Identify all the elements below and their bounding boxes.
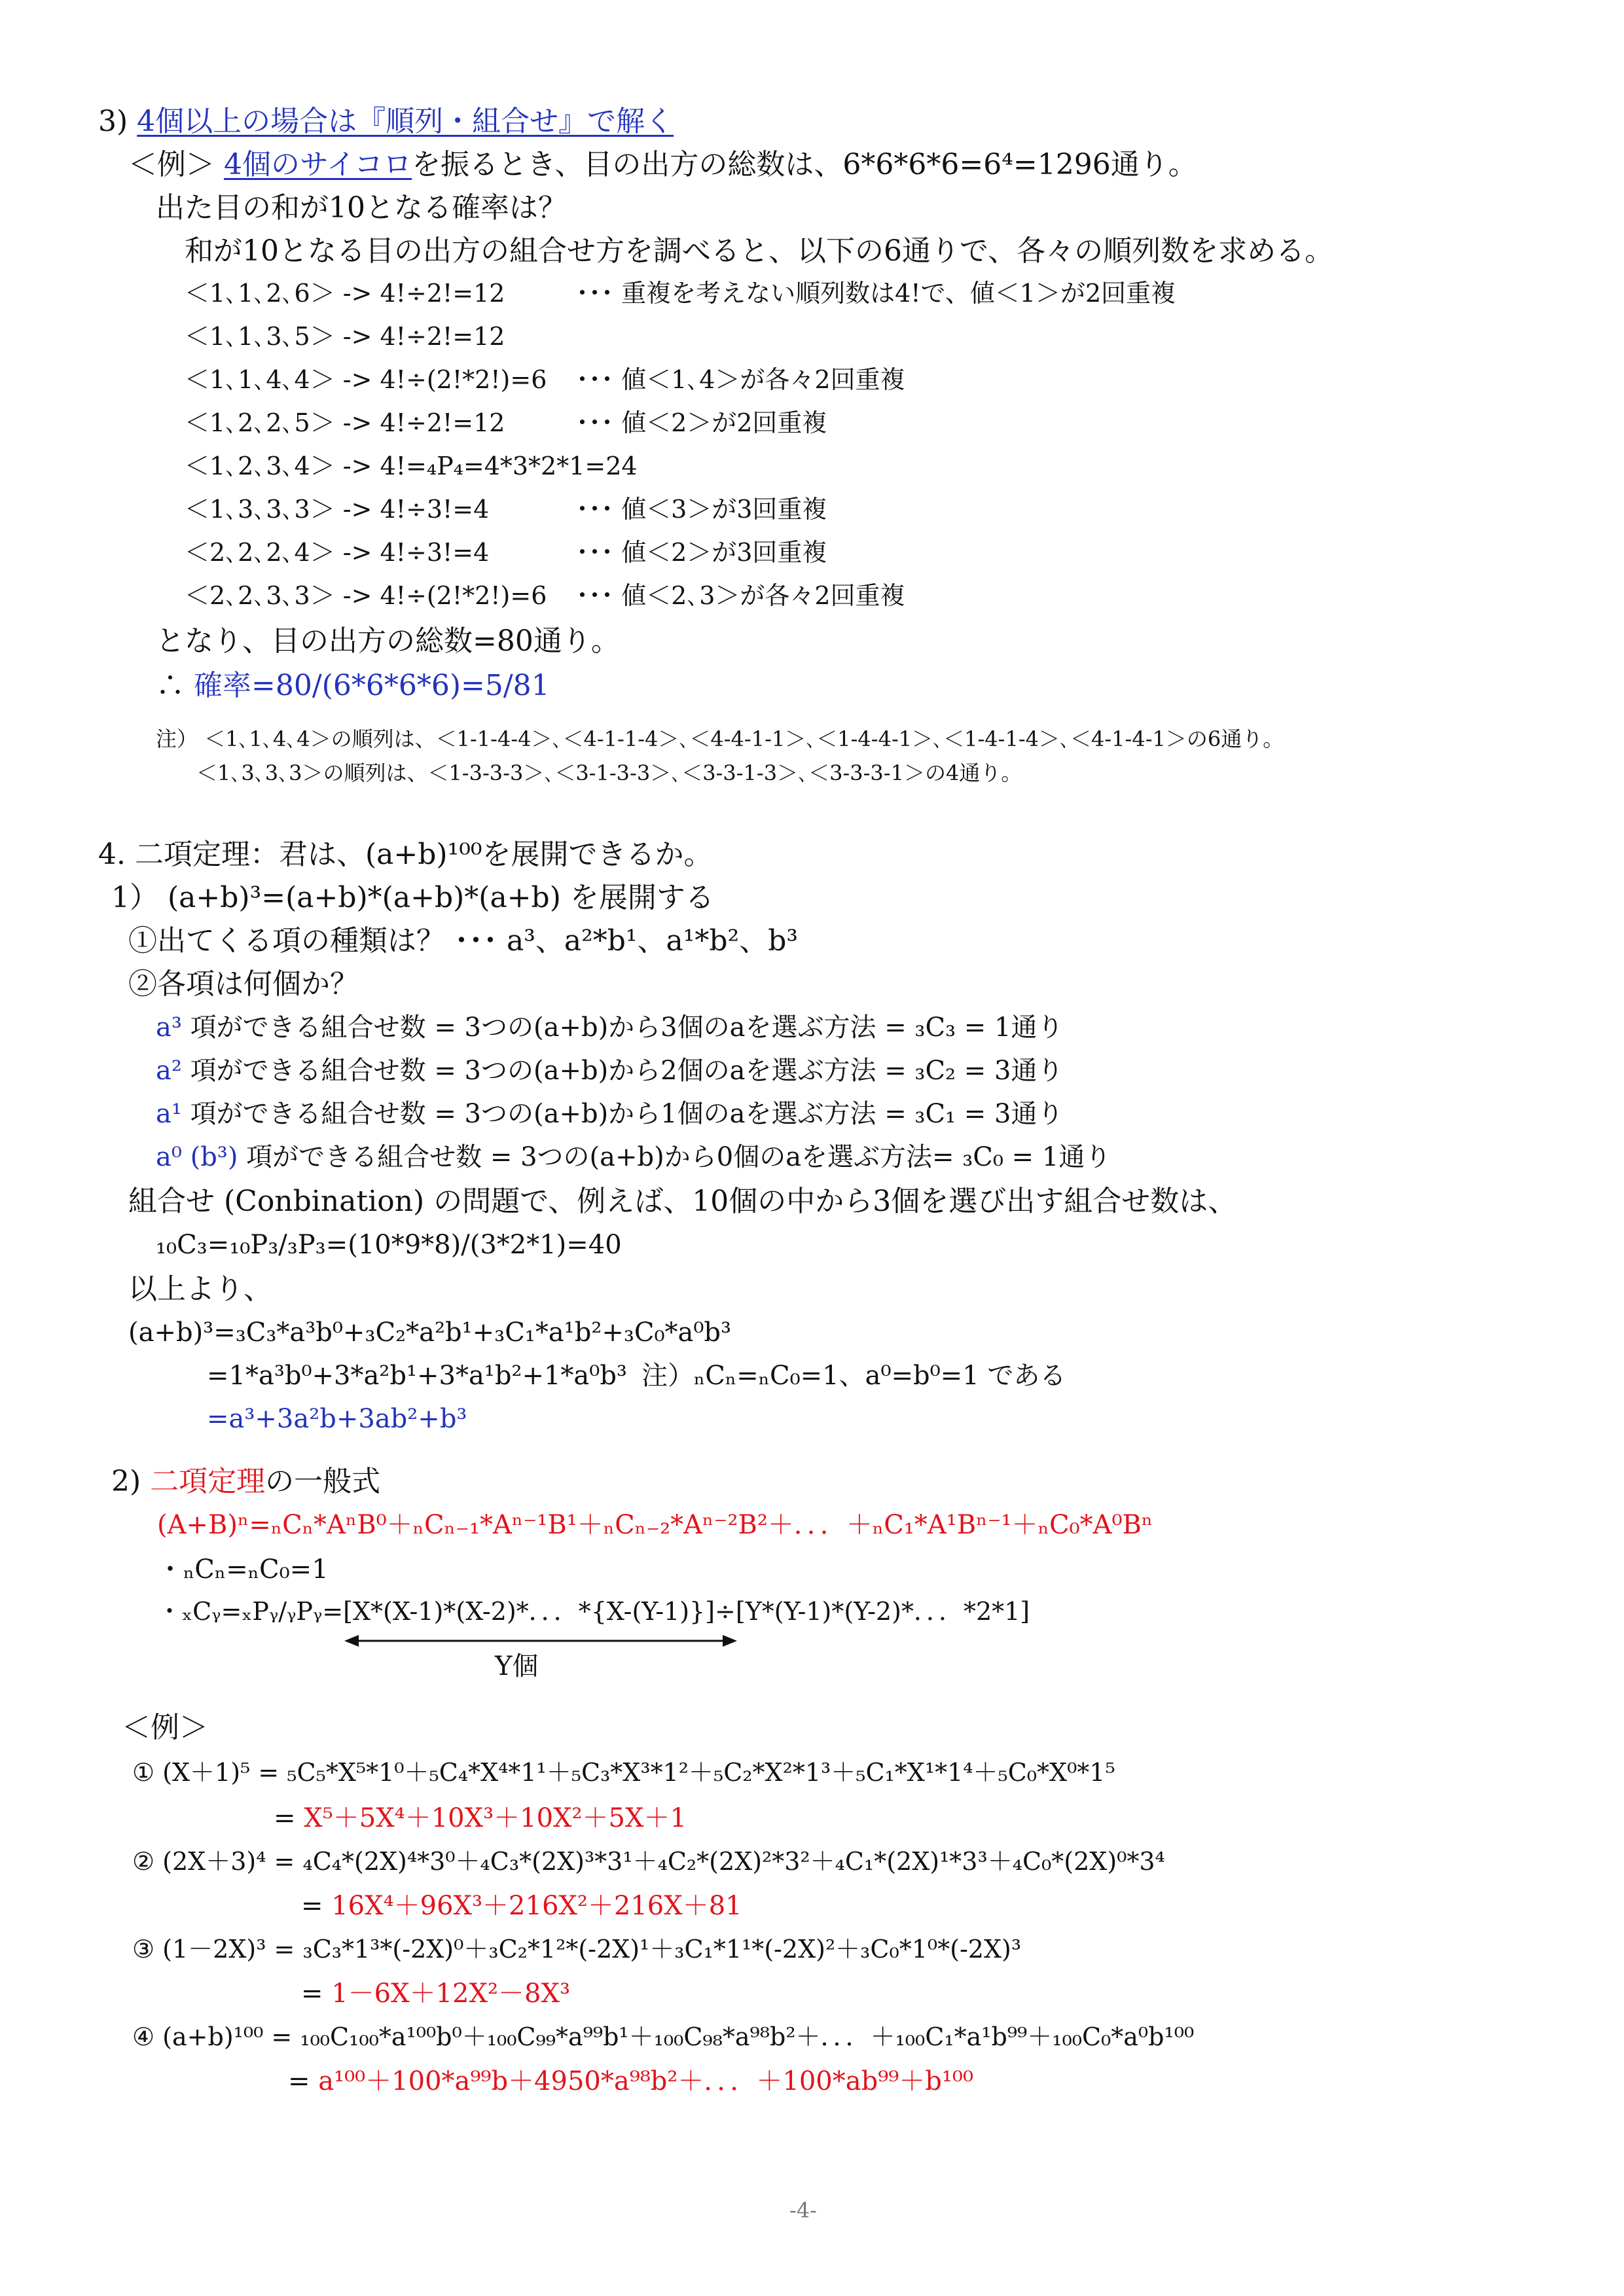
general-formula: (A+B)ⁿ=ₙCₙ*AⁿB⁰＋ₙCₙ₋₁*Aⁿ⁻¹B¹＋ₙCₙ₋₂*Aⁿ⁻²B²＋．．．＋ₙC₁*A¹Bⁿ⁻¹＋ₙC₀*A⁰Bⁿ [157, 1510, 1153, 1540]
combo-row [185, 280, 505, 308]
term-label: a¹ [156, 1099, 182, 1129]
example-rest: を振るとき、目の出方の総数は、6*6*6*6=6⁴=1296通り。 [412, 148, 1197, 181]
combination-line: 組合せ (Conbination) の問題で、例えば、10個の中から3個を選び出す組合せ数は、 [128, 1185, 1237, 1218]
combo-note: ･･･ 重複を考えない順列数は4!で、値＜1＞が2回重複 [576, 279, 1176, 308]
example-result [274, 1804, 687, 1833]
examples-title: ＜例＞ [122, 1711, 208, 1744]
probability-answer: 確率=80/(6*6*6*6)=5/81 [194, 669, 550, 702]
question-line: 出た目の和が10となる確率は？ [156, 191, 567, 224]
equals-sign: = [274, 1803, 296, 1833]
equals-sign: = [301, 1891, 323, 1921]
example-row [132, 1848, 1165, 1876]
combo-expr: ＜1､2､2､5＞ -> 4!÷2!=12 [185, 408, 505, 437]
intro-line: 和が10となる目の出方の組合せ方を調べると、以下の6通りで、各々の順列数を求める。 [185, 234, 1334, 268]
term-line [156, 1143, 1111, 1172]
answer-line [156, 670, 550, 702]
example-prefix: ＜例＞ [128, 148, 215, 181]
example-lhs: (X＋1)⁵ = ₅C₅*X⁵*1⁰＋₅C₄*X⁴*1¹＋₅C₃*X³*1²＋₅C₂*X²*1³＋₅C₁*X¹*1⁴＋₅C₀*X⁰*1⁵ [162, 1758, 1115, 1787]
term-label: a² [156, 1056, 182, 1086]
example-number: ③ [132, 1935, 155, 1964]
sub2-rest: の一般式 [265, 1465, 381, 1498]
example-number: ② [132, 1847, 155, 1876]
example-rhs: 1－6X＋12X²－8X³ [331, 1979, 570, 2009]
note-line-2: ＜1､3､3､3＞の順列は、＜1-3-3-3＞､＜3-1-3-3＞､＜3-3-1-3＞､＜3-3-3-1＞の4通り。 [196, 761, 1022, 785]
sub1-heading: 1） (a+b)³=(a+b)*(a+b)*(a+b) を展開する [111, 881, 714, 914]
combo-note: ･･･ 値＜2＞が2回重複 [576, 408, 827, 437]
sub2-red-term: 二項定理 [150, 1465, 266, 1498]
combo-expr: ＜1､1､4､4＞ -> 4!÷(2!*2!)=6 [185, 365, 547, 394]
term-label: a³ [156, 1013, 182, 1043]
combo-note: ･･･ 値＜2＞が3回重複 [576, 538, 827, 567]
y-span-arrow [344, 1631, 737, 1651]
example-rhs: X⁵＋5X⁴＋10X³＋10X²＋5X＋1 [304, 1803, 687, 1833]
term-label: a⁰ (b³) [156, 1142, 238, 1172]
equals-sign: = [301, 1979, 323, 2009]
sub2-heading [111, 1466, 380, 1498]
section4-title: 4. 二項定理：君は、(a+b)¹⁰⁰を展開できるか。 [98, 838, 713, 871]
expansion-result: =a³+3a²b+3ab²+b³ [207, 1404, 467, 1434]
bullet-2: ・ₓCᵧ=ₓPᵧ/ᵧPᵧ=[X*(X-1)*(X-2)*．．．*{X-(Y-1)}]÷[Y*(Y-1)*(Y-2)*．．．*2*1] [157, 1597, 1030, 1626]
combo-expr: ＜1､2､3､4＞ -> 4!=₄P₄=4*3*2*1=24 [185, 452, 638, 480]
term-text: 項ができる組合せ数 = 3つの(a+b)から3個のaを選ぶ方法 = ₃C₃ = 1通り [181, 1013, 1064, 1043]
note-label: 注） [156, 726, 198, 751]
expansion-line-2: =1*a³b⁰+3*a²b¹+3*a¹b²+1*a⁰b³ [207, 1361, 627, 1391]
combo-expr: ＜2､2､3､3＞ -> 4!÷(2!*2!)=6 [185, 581, 547, 610]
combo-expr: ＜2､2､2､4＞ -> 4!÷3!=4 [185, 538, 490, 567]
section3-heading [98, 106, 674, 137]
term-line [156, 1100, 1064, 1128]
combo-row [185, 410, 505, 437]
example-number: ④ [132, 2022, 155, 2051]
combo-expr: ＜1､1､3､5＞ -> 4!÷2!=12 [185, 322, 505, 351]
question-2: ②各項は何個か？ [128, 967, 359, 1001]
combo-row [185, 583, 547, 610]
example-rhs: a¹⁰⁰＋100*a⁹⁹b＋4950*a⁹⁸b²＋．．．＋100*ab⁹⁹＋b¹⁰⁰ [318, 2066, 973, 2096]
example-result [288, 2067, 973, 2096]
example-lhs: (a+b)¹⁰⁰ = ₁₀₀C₁₀₀*a¹⁰⁰b⁰＋₁₀₀C₉₉*a⁹⁹b¹＋₁₀₀C₉₈*a⁹⁸b²＋．．．＋₁₀₀C₁*a¹b⁹⁹＋₁₀₀C₀*a⁰b¹⁰⁰ [162, 2022, 1195, 2051]
conclusion-label: 以上より、 [128, 1272, 272, 1306]
example-result [301, 1979, 570, 2008]
term-text: 項ができる組合せ数 = 3つの(a+b)から1個のaを選ぶ方法 = ₃C₁ = 3通り [181, 1099, 1064, 1129]
example-row [132, 1759, 1115, 1787]
total-line: となり、目の出方の総数=80通り。 [156, 624, 620, 658]
combination-formula: ₁₀C₃=₁₀P₃/₃P₃=(10*9*8)/(3*2*1)=40 [156, 1230, 622, 1260]
combo-row [185, 453, 638, 480]
example-intro [128, 149, 1197, 181]
note-line-1 [156, 728, 1284, 751]
term-line [156, 1056, 1064, 1085]
section3-number: 3) [98, 105, 128, 138]
sub2-number: 2) [111, 1465, 141, 1498]
example-number: ① [132, 1758, 155, 1787]
example-row [132, 1936, 1021, 1964]
combo-row [185, 367, 547, 394]
page-number: -4- [789, 2198, 817, 2223]
combo-note: ･･･ 値＜1､4＞が各々2回重複 [576, 365, 905, 394]
expansion-line-1: (a+b)³=₃C₃*a³b⁰+₃C₂*a²b¹+₃C₁*a¹b²+₃C₀*a⁰b³ [128, 1318, 732, 1348]
question-1: ①出てくる項の種類は？ ･･･ a³、a²*b¹、a¹*b²、b³ [128, 924, 798, 958]
example-result [301, 1892, 742, 1920]
dice-link[interactable]: 4個のサイコロ [224, 148, 412, 181]
note-text-1: ＜1､1､4､4＞の順列は、＜1-1-4-4＞､＜4-1-1-4＞､＜4-4-1-1＞､＜1-4-4-1＞､＜1-4-1-4＞､＜4-1-4-1＞の6通り。 [204, 726, 1284, 751]
combo-row [185, 323, 505, 351]
example-rhs: 16X⁴＋96X³＋216X²＋216X＋81 [331, 1891, 742, 1921]
combo-expr: ＜1､1､2､6＞ -> 4!÷2!=12 [185, 279, 505, 308]
section3-title-link[interactable]: 4個以上の場合は『順列・組合せ』で解く [137, 105, 674, 138]
bullet-1: ・ₙCₙ=ₙC₀=1 [157, 1554, 329, 1585]
arrow-label: Y個 [495, 1651, 539, 1681]
term-text: 項ができる組合せ数 = 3つの(a+b)から2個のaを選ぶ方法 = ₃C₂ = 3通り [181, 1056, 1064, 1086]
term-line [156, 1013, 1064, 1042]
term-text: 項ができる組合せ数 = 3つの(a+b)から0個のaを選ぶ方法= ₃C₀ = 1通り [238, 1142, 1111, 1172]
expansion-note: 注）ₙCₙ=ₙC₀=1、a⁰=b⁰=1 である [641, 1361, 1066, 1391]
combo-expr: ＜1､3､3､3＞ -> 4!÷3!=4 [185, 495, 490, 524]
example-row [132, 2024, 1194, 2051]
combo-note: ･･･ 値＜3＞が3回重複 [576, 495, 827, 524]
combo-note: ･･･ 値＜2､3＞が各々2回重複 [576, 581, 905, 610]
example-lhs: (1－2X)³ = ₃C₃*1³*(-2X)⁰＋₃C₂*1²*(-2X)¹＋₃C₁*1¹*(-2X)²＋₃C₀*1⁰*(-2X)³ [162, 1935, 1022, 1964]
equals-sign: = [288, 2066, 310, 2096]
combo-row [185, 539, 489, 567]
therefore-symbol: ∴ [156, 669, 185, 702]
example-lhs: (2X＋3)⁴ = ₄C₄*(2X)⁴*3⁰＋₄C₃*(2X)³*3¹＋₄C₂*(2X)²*3²＋₄C₁*(2X)¹*3³＋₄C₀*(2X)⁰*3⁴ [162, 1847, 1165, 1876]
combo-row [185, 496, 489, 524]
